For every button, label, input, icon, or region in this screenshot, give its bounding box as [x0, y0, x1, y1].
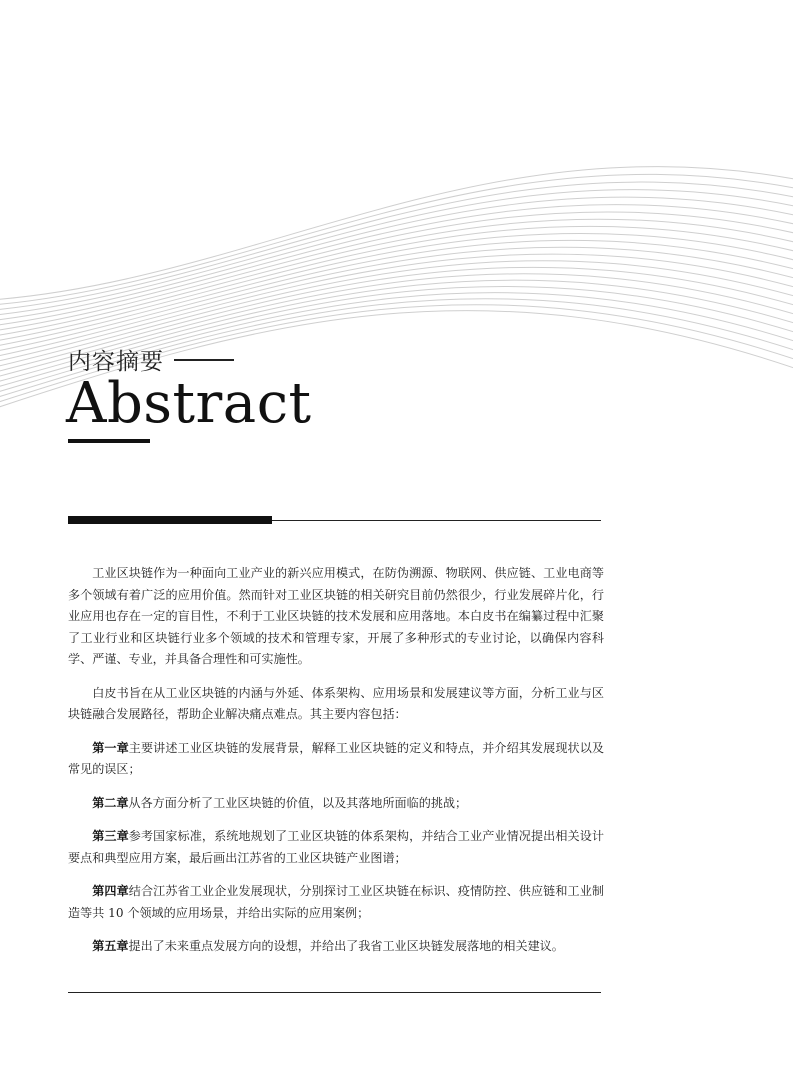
section-title-cn-text: 内容摘要 [68, 349, 164, 375]
abstract-paragraph: 白皮书旨在从工业区块链的内涵与外延、体系架构、应用场景和发展建议等方面，分析工业与区块链融合发展路径，帮助企业解决痛点难点。其主要内容包括： [68, 685, 604, 721]
chapter-summary [68, 826, 604, 869]
section-divider [68, 520, 601, 521]
chapter-text: 提出了未来重点发展方向的设想，并给出了我省工业区块链发展落地的相关建议。 [128, 939, 564, 953]
section-title-en: Abstract [66, 371, 312, 436]
chapter-summary [68, 793, 604, 815]
chapter-text: 参考国家标准，系统地规划了工业区块链的体系架构，并结合工业产业情况提出相关设计要点和典型应用方案，最后画出江苏省的工业区块链产业图谱； [68, 829, 604, 865]
wave-line [0, 174, 793, 305]
wave-line [0, 233, 793, 347]
title-dash [174, 359, 234, 361]
chapter-label: 第二章 [92, 795, 129, 810]
bottom-rule [68, 992, 601, 993]
chapter-text: 从各方面分析了工业区块链的价值，以及其落地所面临的挑战； [128, 795, 468, 810]
chapter-label: 第一章 [92, 740, 129, 755]
chapter-text: 结合江苏省工业企业发展现状，分别探讨工业区块链在标识、疫情防控、供应链和工业制造等共 10 个领域的应用场景，并给出实际的应用案例； [68, 884, 604, 920]
chapter-text: 主要讲述工业区块链的发展背景，解释工业区块链的定义和特点，并介绍其发展现状以及常见的误区； [68, 740, 604, 776]
abstract-body [68, 563, 604, 970]
wave-line [0, 167, 793, 300]
chapter-summary [68, 738, 604, 781]
chapter-label: 第三章 [92, 829, 129, 843]
abstract-paragraph: 工业区块链作为一种面向工业产业的新兴应用模式，在防伪溯源、物联网、供应链、工业电商等多个领域有着广泛的应用价值。然而针对工业区块链的相关研究目前仍然很少，行业发展碎片化，行业应用也存在一定的盲目性，不利于工业区块链的技术发展和应用落地。本白皮书在编纂过程中汇聚了工业行业和区块链行业多个领域的技术和管理专家，开展了多种形式的专业讨论，以确保内容科学、严谨、专业，并具备合理性和可实施性。 [68, 566, 604, 666]
chapter-summary [68, 881, 604, 924]
chapter-summary [68, 936, 604, 958]
chapter-label: 第四章 [92, 884, 129, 898]
section-divider-thick [68, 516, 272, 524]
chapter-label: 第五章 [92, 939, 129, 953]
title-underline [68, 439, 150, 443]
wave-line [0, 226, 793, 342]
wave-line [0, 190, 793, 316]
